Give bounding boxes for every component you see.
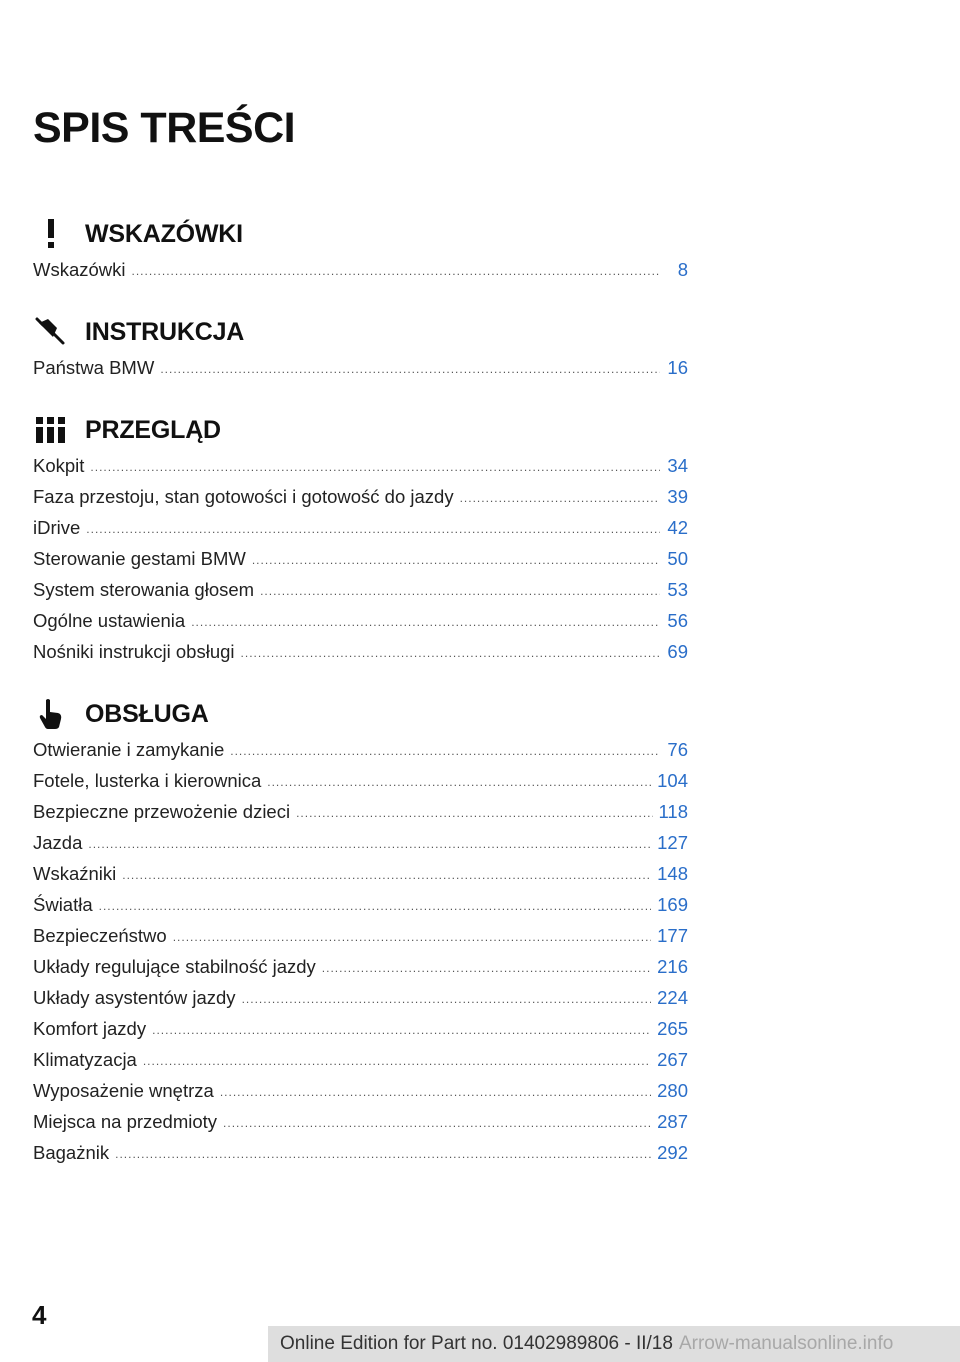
toc-entry[interactable]	[33, 357, 688, 388]
toc-entry-label: Układy regulujące stabilność jazdy	[33, 956, 316, 977]
dot-leader	[191, 615, 660, 629]
toc-entry[interactable]	[33, 486, 688, 517]
toc-entry-label: Nośniki instrukcji obsługi	[33, 641, 235, 662]
toc-entry[interactable]	[33, 987, 688, 1018]
section-title: INSTRUKCJA	[85, 317, 245, 346]
section-title: PRZEGLĄD	[85, 415, 221, 444]
toc-entry-page-link[interactable]: 127	[657, 832, 688, 853]
toc-entry-label: Kokpit	[33, 455, 85, 476]
toc-entry-page-link[interactable]: 265	[657, 1018, 688, 1039]
toc-entry-page-link[interactable]: 169	[657, 894, 688, 915]
dot-leader	[260, 584, 660, 598]
hand-pointer-icon	[33, 698, 69, 730]
toc-entry[interactable]	[33, 1049, 688, 1080]
toc-entry[interactable]	[33, 610, 688, 641]
section-heading	[33, 310, 688, 354]
toc-entry-label: Komfort jazdy	[33, 1018, 147, 1039]
toc-entry[interactable]	[33, 1111, 688, 1142]
toc-entry-page-link[interactable]: 56	[667, 610, 688, 631]
exclamation-icon	[33, 218, 69, 250]
toc-section-przeglad	[33, 408, 688, 672]
toc-entry-label: Bezpieczne przewożenie dzieci	[33, 801, 291, 822]
dot-leader	[460, 491, 660, 505]
toc-entry-page-link[interactable]: 287	[657, 1111, 688, 1132]
dot-leader	[223, 1116, 651, 1130]
toc-entry-page-link[interactable]: 8	[677, 259, 688, 280]
toc-entry-label: Klimatyzacja	[33, 1049, 137, 1070]
footer-text	[268, 1333, 893, 1355]
toc-entry-page-link[interactable]: 104	[657, 770, 688, 791]
toc-entry-page-link[interactable]: 216	[657, 956, 688, 977]
toc-entry-label: Wyposażenie wnętrza	[33, 1080, 214, 1101]
toc-entry[interactable]	[33, 956, 688, 987]
section-heading	[33, 408, 688, 452]
toc-entry[interactable]	[33, 517, 688, 548]
toc-entry-label: Układy asystentów jazdy	[33, 987, 236, 1008]
section-heading	[33, 692, 688, 736]
toc-entry-label: Światła	[33, 894, 93, 915]
toc-entry[interactable]	[33, 579, 688, 610]
toc-entry-page-link[interactable]: 292	[657, 1142, 688, 1163]
dot-leader	[241, 646, 660, 660]
toc-entry[interactable]	[33, 259, 688, 290]
toc-entry-label: Jazda	[33, 832, 83, 853]
dot-leader	[88, 837, 651, 851]
toc-entry[interactable]	[33, 455, 688, 486]
toc-entry[interactable]	[33, 1080, 688, 1111]
footer-bar	[268, 1326, 960, 1362]
toc-section-wskazowki	[33, 212, 688, 290]
dot-leader	[230, 744, 660, 758]
toc-entry[interactable]	[33, 801, 688, 832]
toc-entry-page-link[interactable]: 42	[667, 517, 688, 538]
toc-entry-label: Sterowanie gestami BMW	[33, 548, 246, 569]
dot-leader	[152, 1023, 651, 1037]
page-title: SPIS TREŚCI	[33, 104, 296, 152]
grid-icon	[33, 414, 69, 446]
toc-entry-page-link[interactable]: 118	[658, 801, 688, 822]
dot-leader	[296, 806, 652, 820]
toc-entry-page-link[interactable]: 267	[657, 1049, 688, 1070]
toc-entry-page-link[interactable]: 76	[667, 739, 688, 760]
toc-entry-label: Bezpieczeństwo	[33, 925, 167, 946]
section-title: OBSŁUGA	[85, 699, 209, 728]
toc-entry-label: Otwieranie i zamykanie	[33, 739, 225, 760]
dot-leader	[220, 1085, 651, 1099]
toc-entry-page-link[interactable]: 177	[657, 925, 688, 946]
toc-entry-page-link[interactable]: 280	[657, 1080, 688, 1101]
section-heading	[33, 212, 688, 256]
toc-entry-label: Wskaźniki	[33, 863, 117, 884]
toc-entry-page-link[interactable]: 39	[667, 486, 688, 507]
dot-leader	[252, 553, 660, 567]
dot-leader	[86, 522, 660, 536]
toc-entry-page-link[interactable]: 148	[657, 863, 688, 884]
toc-entry-page-link[interactable]: 224	[657, 987, 688, 1008]
toc-entry-page-link[interactable]: 53	[667, 579, 688, 600]
toc-entry-label: Państwa BMW	[33, 357, 155, 378]
pin-icon	[33, 316, 69, 348]
toc-entry[interactable]	[33, 641, 688, 672]
table-of-contents	[33, 212, 688, 1193]
toc-entry[interactable]	[33, 770, 688, 801]
toc-entry[interactable]	[33, 832, 688, 863]
toc-entry-label: iDrive	[33, 517, 81, 538]
toc-section-obsluga	[33, 692, 688, 1173]
dot-leader	[242, 992, 652, 1006]
footer-edition: Online Edition for Part no. 01402989806 - II/18	[280, 1333, 673, 1354]
page-number: 4	[32, 1300, 47, 1330]
dot-leader	[122, 868, 651, 882]
dot-leader	[115, 1147, 651, 1161]
dot-leader	[322, 961, 651, 975]
dot-leader	[267, 775, 651, 789]
dot-leader	[143, 1054, 651, 1068]
toc-entry-page-link[interactable]: 16	[667, 357, 688, 378]
section-title: WSKAZÓWKI	[85, 219, 243, 248]
toc-entry[interactable]	[33, 863, 688, 894]
toc-entry-label: Miejsca na przedmioty	[33, 1111, 218, 1132]
toc-entry-page-link[interactable]: 69	[667, 641, 688, 662]
toc-entry-label: System sterowania głosem	[33, 579, 255, 600]
dot-leader	[160, 362, 660, 376]
toc-entry-label: Wskazówki	[33, 259, 126, 280]
toc-entry-page-link[interactable]: 50	[667, 548, 688, 569]
dot-leader	[99, 899, 651, 913]
toc-section-instrukcja	[33, 310, 688, 388]
toc-entry-label: Faza przestoju, stan gotowości i gotowość do jazdy	[33, 486, 454, 507]
toc-entry-label: Ogólne ustawienia	[33, 610, 186, 631]
dot-leader	[173, 930, 651, 944]
toc-entry-label: Fotele, lusterka i kierownica	[33, 770, 262, 791]
toc-entry[interactable]	[33, 1018, 688, 1049]
dot-leader	[90, 460, 660, 474]
toc-entry[interactable]	[33, 1142, 688, 1173]
toc-entry-page-link[interactable]: 34	[667, 455, 688, 476]
toc-entry[interactable]	[33, 894, 688, 925]
dot-leader	[132, 264, 660, 278]
toc-entry[interactable]	[33, 739, 688, 770]
toc-entry[interactable]	[33, 548, 688, 579]
footer-watermark: Arrow-manualsonline.info	[678, 1333, 894, 1354]
toc-entry-label: Bagażnik	[33, 1142, 110, 1163]
toc-entry[interactable]	[33, 925, 688, 956]
